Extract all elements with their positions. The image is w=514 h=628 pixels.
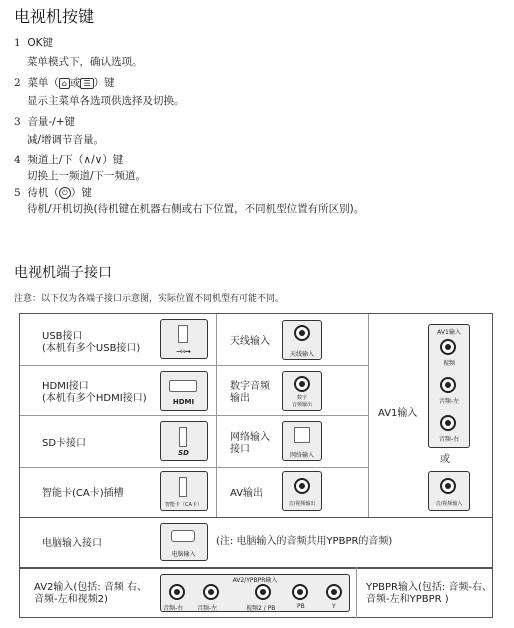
item-3-label: 3 音量-/+键: [14, 116, 75, 128]
updown-icon: ∧/∨: [83, 154, 103, 166]
item-3-desc: 减/增调节音量。: [27, 134, 105, 146]
page-title: 电视机按键: [14, 7, 95, 26]
item-5-desc: 待机/开机切换(待机键在机器右侧或右下位置，不同机型位置有所区别)。: [27, 203, 365, 215]
power-icon: ⏻: [59, 187, 71, 199]
sd-label: SD卡接口: [42, 438, 87, 449]
item-1-desc: 菜单模式下，确认选项。: [27, 56, 143, 68]
section-note: 注意：以下仅为各端子接口示意图，实际位置不同机型有可能不同。: [14, 294, 285, 304]
item-4-label: 4 频道上/下（∧/∨）键: [14, 154, 124, 166]
ports-table: [19, 313, 493, 618]
item-2-desc: 显示主菜单各选项供选择及切换。: [27, 95, 185, 107]
hdmi-port-icon: HDMI: [160, 371, 208, 411]
pc-label: 电脑输入接口: [42, 538, 102, 549]
ca-port-icon: 智能卡（CA卡）: [160, 471, 208, 511]
network-label: 网络输入 接口: [230, 432, 270, 455]
home-icon: ⌂: [59, 78, 70, 89]
av1-port-group: AV1输入 视频 音频-左 音频-右: [428, 324, 470, 448]
item-2-label: 2 菜单（ ⌂ 或 ☰ ）键: [14, 77, 115, 89]
av1-alt-port-icon: 音/视频输入: [428, 471, 470, 511]
pc-note: (注: 电脑输入的音频共用YPBPR的音频): [216, 536, 393, 547]
av2-label: AV2输入(包括: 音频 右、 音频-左和视频2): [34, 582, 148, 605]
pc-port-icon: 电脑输入: [160, 523, 208, 561]
antenna-label: 天线输入: [230, 336, 270, 347]
antenna-port-icon: 天线输入: [282, 320, 322, 360]
av1-label: AV1输入: [378, 408, 418, 419]
section-title: 电视机端子接口: [14, 265, 112, 281]
digital-audio-port-icon: 数字 音频输出: [282, 371, 322, 411]
av-out-label: AV输出: [230, 488, 264, 499]
ypbpr-label: YPBPR输入(包括: 音频-右、 音频-左和YPBPR ): [366, 582, 493, 605]
av2-port-group: AV2/YPBPR输入 音频-右 音频-左 视频2 / PB PB Y: [160, 574, 350, 612]
usb-port-icon: ⊸⊶: [160, 319, 208, 359]
network-port-icon: 网络输入: [282, 421, 322, 461]
ca-label: 智能卡(CA卡)插槽: [42, 488, 124, 499]
item-4-desc: 切换上一频道/下一频道。: [27, 170, 147, 182]
menu-icon: ☰: [80, 78, 93, 89]
item-5-label: 5 待机（ ⏻ ）键: [14, 187, 92, 199]
item-1-label: 1 OK键: [14, 37, 54, 49]
usb-label: USB接口 (本机有多个USB接口): [42, 331, 141, 354]
av-out-port-icon: 音/视频输出: [282, 471, 322, 511]
hdmi-label: HDMI接口 (本机有多个HDMI接口): [42, 381, 147, 404]
digital-audio-label: 数字音频 输出: [230, 381, 270, 404]
sd-port-icon: SD: [160, 421, 208, 461]
or-label: 或: [440, 454, 450, 465]
